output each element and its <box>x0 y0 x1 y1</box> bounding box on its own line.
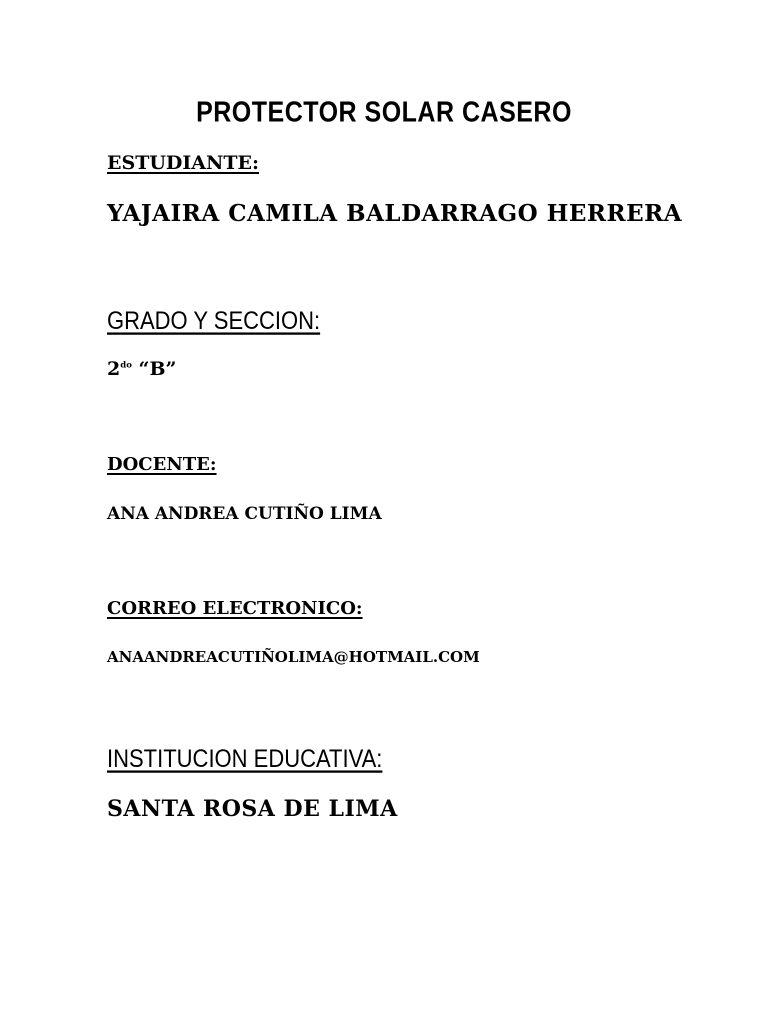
student-label: ESTUDIANTE: <box>107 152 260 174</box>
teacher-label: DOCENTE: <box>107 454 217 475</box>
institution-label-row <box>107 744 382 774</box>
email-label-row <box>107 598 363 619</box>
grade-number: 2 <box>107 358 121 380</box>
email-label: CORREO ELECTRONICO: <box>107 598 363 619</box>
grade-label: GRADO Y SECCION: <box>107 306 321 335</box>
grade-label-row <box>107 306 320 336</box>
institution-name: SANTA ROSA DE LIMA <box>107 796 398 822</box>
teacher-label-row <box>107 454 217 475</box>
teacher-name: ANA ANDREA CUTIÑO LIMA <box>107 504 382 524</box>
page-title: PROTECTOR SOLAR CASERO <box>196 96 572 129</box>
grade-section: “B” <box>131 358 177 380</box>
grade-ordinal: do <box>120 360 132 371</box>
grade-value <box>107 358 176 380</box>
student-label-row <box>107 152 259 174</box>
institution-label: INSTITUCION EDUCATIVA: <box>107 744 383 773</box>
email-value: ANAANDREACUTIÑOLIMA@HOTMAIL.COM <box>107 648 480 666</box>
student-name: YAJAIRA CAMILA BALDARRAGO HERRERA <box>107 200 683 227</box>
